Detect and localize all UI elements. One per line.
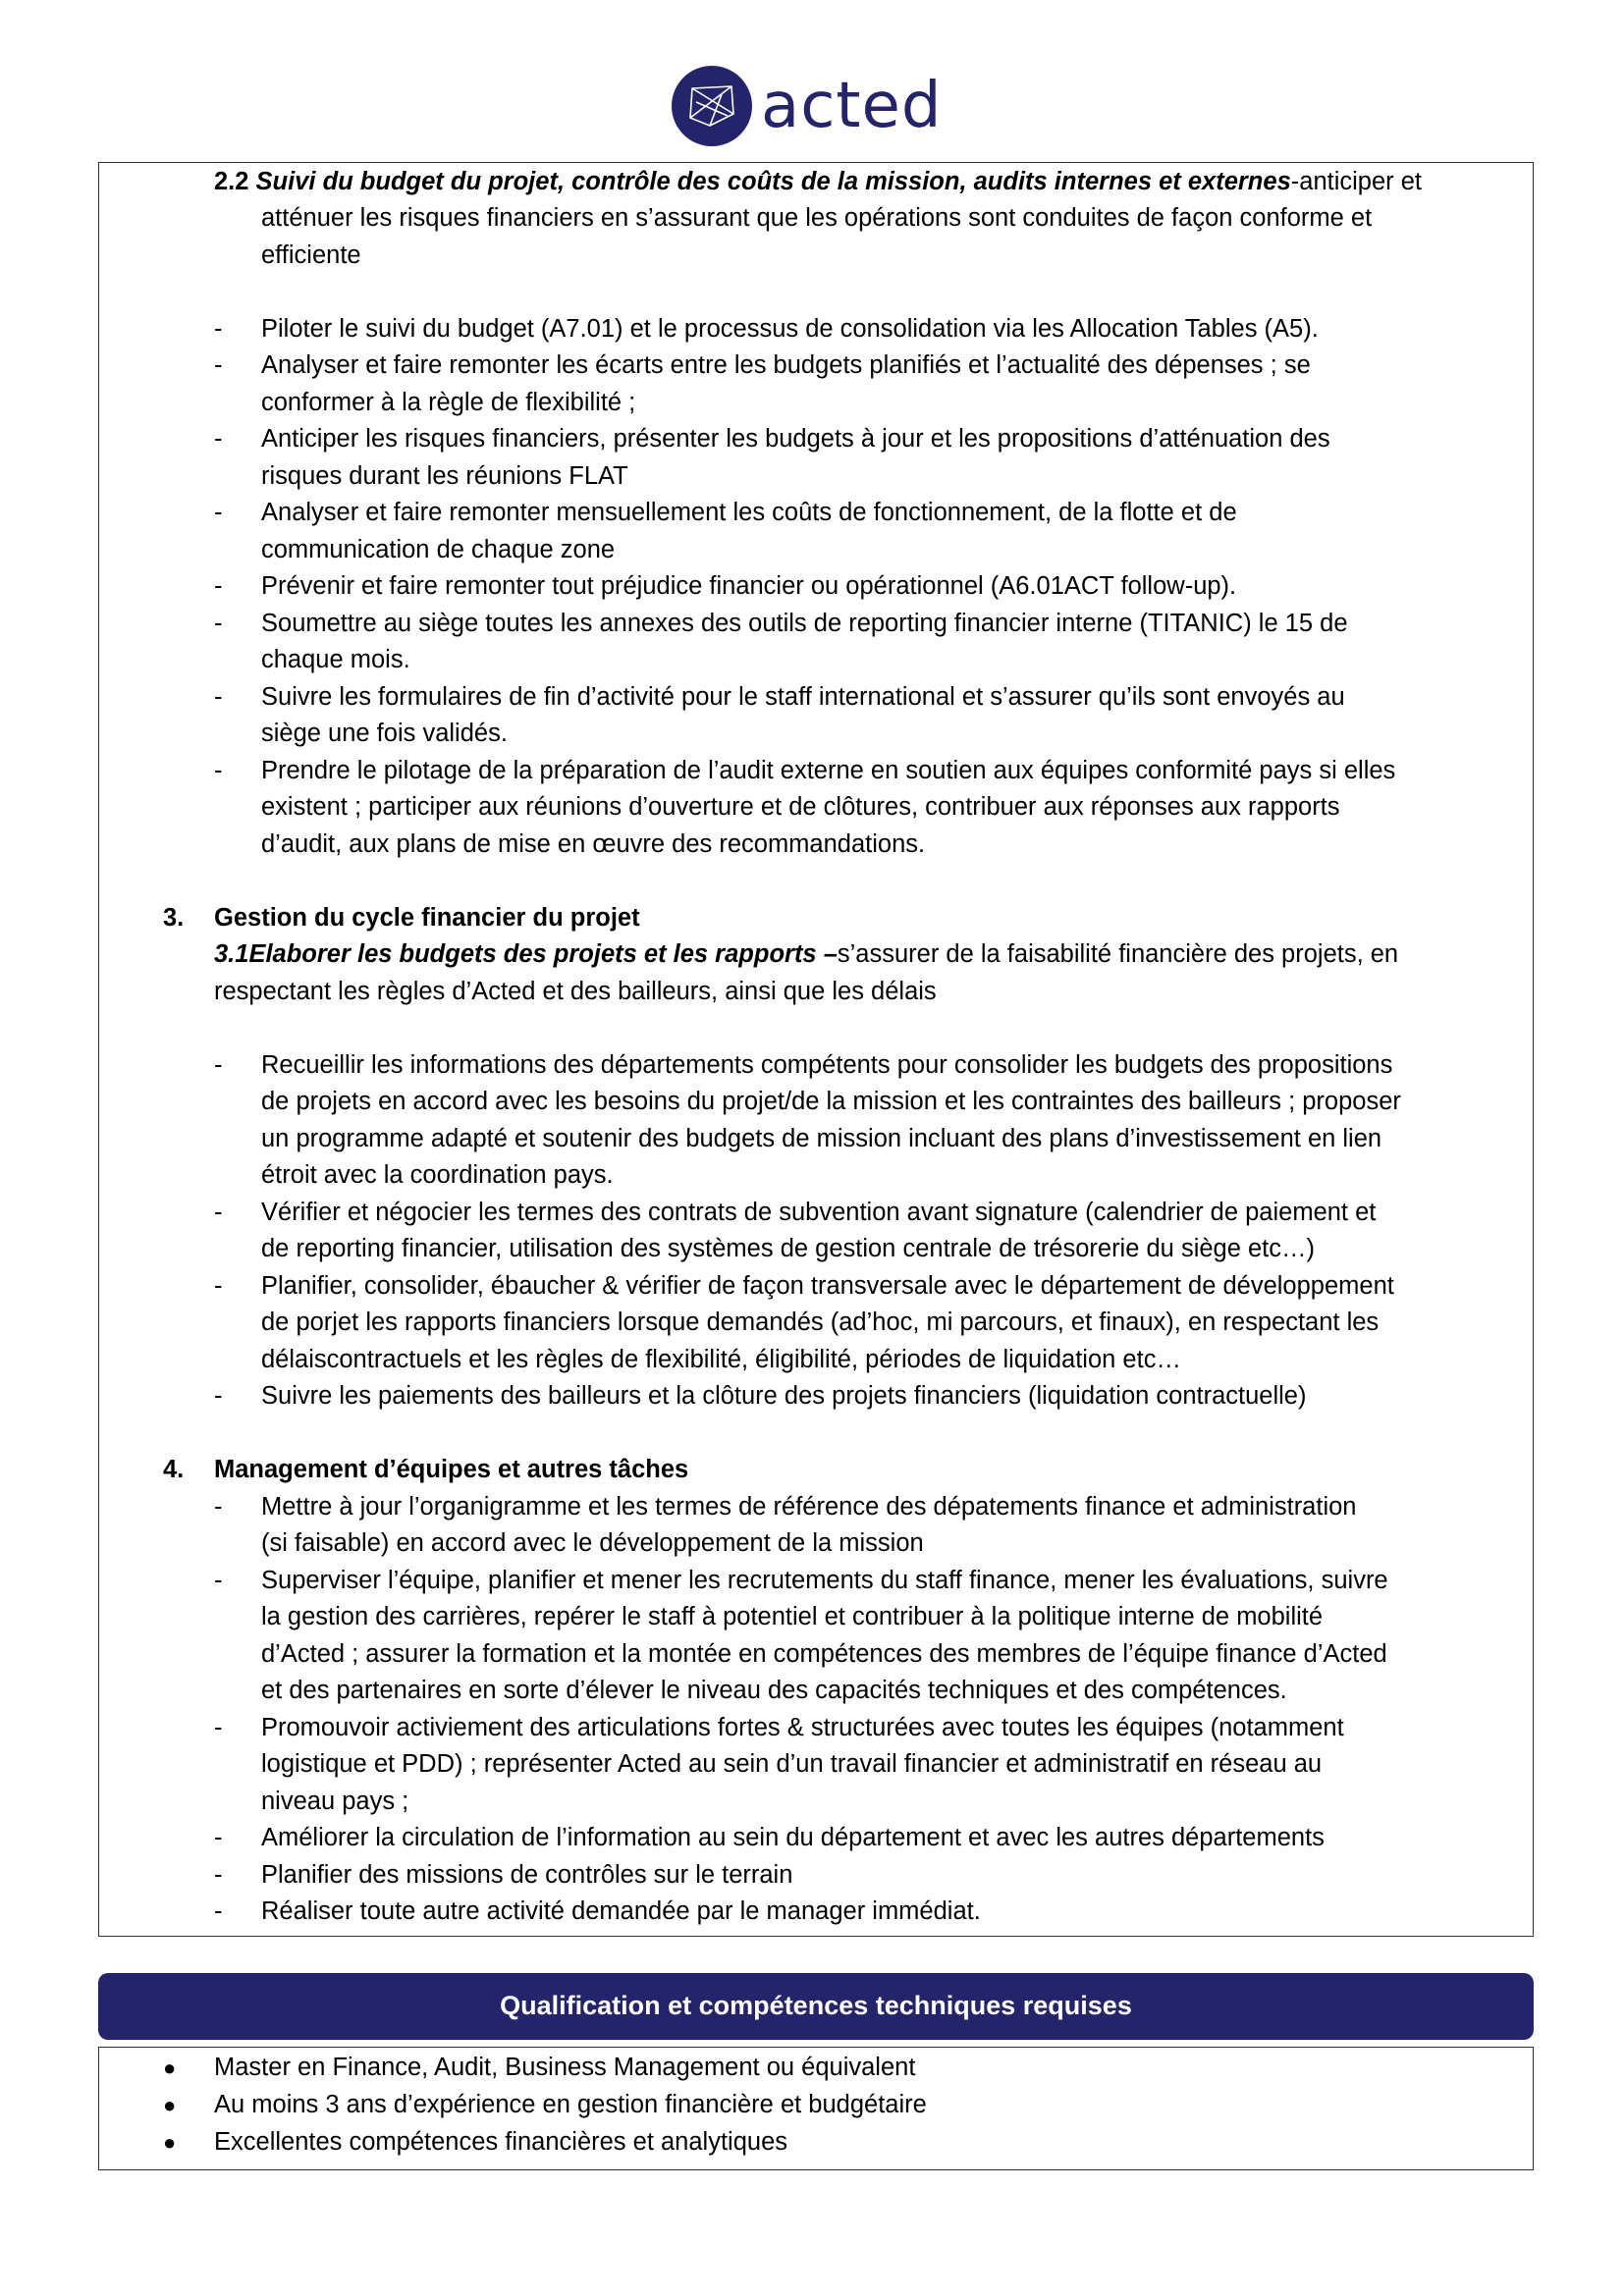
dash-marker: - [214,610,223,637]
list-item-cont: la gestion des carrières, repérer le staff à potentiel et contribuer à la politique interne de mobilité [261,1603,1324,1630]
dash-marker: - [214,315,223,343]
list-item: Vérifier et négocier les termes des contrats de subvention avant signature (calendrier de paiement et [261,1199,1377,1226]
list-item: Analyser et faire remonter les écarts entre les budgets planifiés et l’actualité des dépenses ; se [261,351,1311,379]
list-item: Planifier, consolider, ébaucher & vérifier de façon transversale avec le département de développement [261,1272,1394,1300]
subsection-intro-line: respectant les règles d’Acted et des bailleurs, ainsi que les délais [214,978,937,1005]
section-2-2-heading [214,164,1422,201]
qualification-banner [98,1973,1534,2040]
subsection-3-1 [214,936,1398,974]
dash-marker: - [214,572,223,600]
qualification-title: Qualification et compétences techniques requises [500,1991,1132,2021]
subsection-title: 3.1Elaborer les budgets des projets et les rapports – [214,940,838,968]
list-item: Mettre à jour l’organigramme et les termes de référence des dépatements finance et administration [261,1493,1357,1521]
list-item: Réaliser toute autre activité demandée par le manager immédiat. [261,1897,981,1925]
list-item-cont: communication de chaque zone [261,536,616,563]
section-title: Suivi du budget du projet, contrôle des coûts de la mission, audits internes et externes [255,168,1291,195]
list-item-cont: de projets en accord avec les besoins du projet/de la mission et les contraintes des bailleurs ; proposer [261,1088,1401,1115]
list-item-cont: siège une fois validés. [261,720,508,747]
section-intro-line: atténuer les risques financiers en s’assurant que les opérations sont conduites de façon conforme et [261,204,1373,232]
dash-marker: - [214,1861,223,1889]
list-item-cont: risques durant les réunions FLAT [261,462,628,490]
list-item: Anticiper les risques financiers, présenter les budgets à jour et les propositions d’atténuation des [261,425,1330,453]
qualification-item: Au moins 3 ans d’expérience en gestion financière et budgétaire [214,2091,927,2118]
list-item-cont: un programme adapté et soutenir des budgets de mission incluant des plans d’investissement en lien [261,1125,1382,1152]
dash-marker: - [214,1382,223,1410]
dash-marker: - [214,1051,223,1079]
dash-marker: - [214,683,223,711]
subsection-intro: s’assurer de la faisabilité financière des projets, en [837,940,1399,968]
list-item: Prévenir et faire remonter tout préjudice financier ou opérationnel (A6.01ACT follow-up). [261,572,1237,600]
dash-marker: - [214,1199,223,1226]
list-item-cont: de porjet les rapports financiers lorsque demandés (ad’hoc, mi parcours, et finaux), en respectant les [261,1308,1380,1336]
list-item-cont: d’Acted ; assurer la formation et la montée en compétences des membres de l’équipe finance d’Acted [261,1640,1387,1668]
list-item-cont: niveau pays ; [261,1788,409,1815]
list-item-cont: logistique et PDD) ; représenter Acted au sein d’un travail financier et administratif en réseau au [261,1750,1323,1778]
list-item-cont: et des partenaires en sorte d’élever le niveau des capacités techniques et des compétences. [261,1677,1287,1704]
bullet-icon: ● [163,2130,177,2155]
list-item-cont: existent ; participer aux réunions d’ouverture et de clôtures, contribuer aux réponses aux rapports [261,793,1340,821]
list-item: Suivre les formulaires de fin d’activité pour le staff international et s’assurer qu’ils sont envoyés au [261,683,1345,711]
acted-logo [671,62,943,150]
section-intro-line: efficiente [261,241,361,269]
list-item: Planifier des missions de contrôles sur le terrain [261,1861,793,1889]
dash-marker: - [214,1824,223,1851]
dash-marker: - [214,1567,223,1594]
dash-marker: - [214,1714,223,1741]
list-item: Soumettre au siège toutes les annexes des outils de reporting financier interne (TITANIC) le 15 de [261,610,1348,637]
section-4-title: Management d’équipes et autres tâches [214,1456,689,1483]
section-3-number: 3. [163,904,185,932]
dash-marker: - [214,425,223,453]
bullet-icon: ● [163,2093,177,2117]
section-number: 2.2 [214,168,249,195]
list-item: Analyser et faire remonter mensuellement les coûts de fonctionnement, de la flotte et de [261,499,1237,526]
bullet-icon: ● [163,2056,177,2080]
list-item: Promouvoir activiement des articulations fortes & structurées avec toutes les équipes (notamment [261,1714,1344,1741]
list-item-cont: chaque mois. [261,646,410,673]
dash-marker: - [214,757,223,784]
list-item: Suivre les paiements des bailleurs et la clôture des projets financiers (liquidation contractuelle) [261,1382,1307,1410]
list-item: Améliorer la circulation de l’information au sein du département et avec les autres départements [261,1824,1325,1851]
qualification-item: Master en Finance, Audit, Business Management ou équivalent [214,2054,916,2081]
logo-text: acted [761,70,943,142]
section-4-number: 4. [163,1456,185,1483]
list-item-cont: d’audit, aux plans de mise en œuvre des recommandations. [261,830,926,858]
list-item: Piloter le suivi du budget (A7.01) et le processus de consolidation via les Allocation Tables (A5). [261,315,1319,343]
list-item-cont: délaiscontractuels et les règles de flexibilité, éligibilité, périodes de liquidation etc… [261,1346,1181,1373]
list-item-cont: conformer à la règle de flexibilité ; [261,389,636,416]
dash-marker: - [214,1897,223,1925]
list-item: Superviser l’équipe, planifier et mener les recrutements du staff finance, mener les évaluations, suivre [261,1567,1388,1594]
acted-logo-icon [671,65,753,147]
list-item-cont: de reporting financier, utilisation des systèmes de gestion centrale de trésorerie du siège etc…) [261,1235,1315,1262]
section-3-title: Gestion du cycle financier du projet [214,904,640,932]
section-intro: -anticiper et [1290,168,1422,195]
list-item-cont: (si faisable) en accord avec le développement de la mission [261,1529,924,1557]
dash-marker: - [214,351,223,379]
list-item: Recueillir les informations des départements compétents pour consolider les budgets des propositions [261,1051,1393,1079]
list-item: Prendre le pilotage de la préparation de l’audit externe en soutien aux équipes conformité pays si elles [261,757,1396,784]
list-item-cont: étroit avec la coordination pays. [261,1161,614,1189]
dash-marker: - [214,1272,223,1300]
dash-marker: - [214,1493,223,1521]
dash-marker: - [214,499,223,526]
qualification-item: Excellentes compétences financières et analytiques [214,2128,787,2156]
